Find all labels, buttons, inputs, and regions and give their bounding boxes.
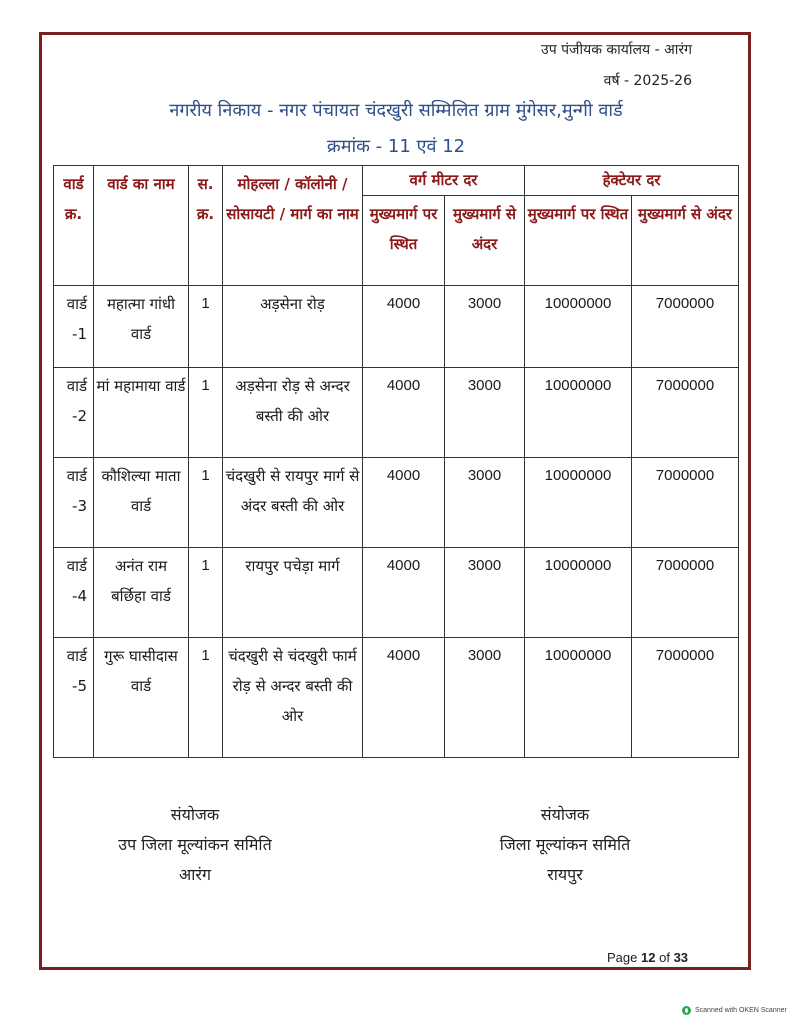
cell-ha-inside: 7000000 bbox=[632, 368, 739, 458]
table-row bbox=[54, 368, 739, 458]
header-sqm-inside: मुख्यमार्ग से अंदर bbox=[445, 196, 525, 286]
cell-ward-no: वार्ड -4 bbox=[54, 548, 94, 638]
cell-sqm-on-road: 4000 bbox=[363, 638, 445, 758]
page-total: 33 bbox=[673, 950, 689, 965]
cell-ward-name: मां महामाया वार्ड bbox=[94, 368, 189, 458]
cell-ha-inside: 7000000 bbox=[632, 638, 739, 758]
page-number bbox=[607, 950, 688, 965]
cell-ward-no: वार्ड -2 bbox=[54, 368, 94, 458]
office-name: उप पंजीयक कार्यालय - आरंग bbox=[541, 42, 692, 58]
cell-serial: 1 bbox=[189, 368, 223, 458]
cell-sqm-inside: 3000 bbox=[445, 286, 525, 368]
cell-sqm-inside: 3000 bbox=[445, 548, 525, 638]
table-row bbox=[54, 638, 739, 758]
signature-place: रायपुर bbox=[547, 865, 583, 884]
signature-block-sub-district bbox=[90, 800, 300, 890]
cell-ha-on-road: 10000000 bbox=[525, 458, 632, 548]
cell-sqm-inside: 3000 bbox=[445, 458, 525, 548]
cell-sqm-inside: 3000 bbox=[445, 368, 525, 458]
cell-locality: चंदखुरी से रायपुर मार्ग से अंदर बस्ती की ओर bbox=[223, 458, 363, 548]
cell-serial: 1 bbox=[189, 286, 223, 368]
table-row bbox=[54, 548, 739, 638]
header-sqm-on-road: मुख्यमार्ग पर स्थित bbox=[363, 196, 445, 286]
cell-serial: 1 bbox=[189, 458, 223, 548]
scanner-text: Scanned with OKEN Scanner bbox=[695, 1007, 787, 1014]
cell-sqm-inside: 3000 bbox=[445, 638, 525, 758]
cell-ha-inside: 7000000 bbox=[632, 458, 739, 548]
cell-sqm-on-road: 4000 bbox=[363, 548, 445, 638]
scanner-watermark bbox=[682, 1006, 787, 1015]
cell-ward-name: गुरू घासीदास वार्ड bbox=[94, 638, 189, 758]
header-ha-inside: मुख्यमार्ग से अंदर bbox=[632, 196, 739, 286]
cell-ha-inside: 7000000 bbox=[632, 286, 739, 368]
cell-ha-on-road: 10000000 bbox=[525, 368, 632, 458]
cell-sqm-on-road: 4000 bbox=[363, 458, 445, 548]
cell-locality: रायपुर पचेड़ा मार्ग bbox=[223, 548, 363, 638]
signature-committee: जिला मूल्यांकन समिति bbox=[499, 835, 631, 854]
page-prefix: Page bbox=[607, 950, 638, 965]
table-row bbox=[54, 458, 739, 548]
cell-ward-name: अनंत राम बर्छिहा वार्ड bbox=[94, 548, 189, 638]
signature-committee: उप जिला मूल्यांकन समिति bbox=[118, 835, 272, 854]
header-locality: मोहल्ला / कॉलोनी / सोसायटी / मार्ग का नाम bbox=[223, 166, 363, 286]
document-subtitle: क्रमांक - 11 एवं 12 bbox=[326, 136, 466, 157]
cell-serial: 1 bbox=[189, 548, 223, 638]
cell-ward-no: वार्ड -1 bbox=[54, 286, 94, 368]
year-label: वर्ष - 2025-26 bbox=[603, 73, 692, 89]
header-sqm-rate: वर्ग मीटर दर bbox=[363, 166, 525, 196]
cell-ha-on-road: 10000000 bbox=[525, 548, 632, 638]
cell-ward-name: महात्मा गांधी वार्ड bbox=[94, 286, 189, 368]
document-title: नगरीय निकाय - नगर पंचायत चंदखुरी सम्मिलित ग्राम मुंगेसर,मुन्गी वार्ड bbox=[169, 100, 623, 121]
cell-ward-no: वार्ड -3 bbox=[54, 458, 94, 548]
page-of: of bbox=[659, 950, 670, 965]
signature-role: संयोजक bbox=[540, 805, 590, 824]
header-ward-no: वार्ड क्र. bbox=[54, 166, 94, 286]
cell-ward-name: कौशिल्या माता वार्ड bbox=[94, 458, 189, 548]
cell-locality: चंदखुरी से चंदखुरी फार्म रोड़ से अन्दर बस्ती की ओर bbox=[223, 638, 363, 758]
scanner-logo-icon bbox=[682, 1006, 691, 1015]
table-row bbox=[54, 286, 739, 368]
signature-block-district bbox=[460, 800, 670, 890]
signature-role: संयोजक bbox=[170, 805, 220, 824]
cell-serial: 1 bbox=[189, 638, 223, 758]
page-current: 12 bbox=[641, 950, 656, 965]
cell-ha-on-road: 10000000 bbox=[525, 638, 632, 758]
header-hectare-rate: हेक्टेयर दर bbox=[525, 166, 739, 196]
cell-ward-no: वार्ड -5 bbox=[54, 638, 94, 758]
header-serial: स. क्र. bbox=[189, 166, 223, 286]
cell-ha-on-road: 10000000 bbox=[525, 286, 632, 368]
cell-locality: अड़सेना रोड़ bbox=[223, 286, 363, 368]
cell-ha-inside: 7000000 bbox=[632, 548, 739, 638]
cell-locality: अड़सेना रोड़ से अन्दर बस्ती की ओर bbox=[223, 368, 363, 458]
cell-sqm-on-road: 4000 bbox=[363, 368, 445, 458]
header-ha-on-road: मुख्यमार्ग पर स्थित bbox=[525, 196, 632, 286]
header-ward-name: वार्ड का नाम bbox=[94, 166, 189, 286]
signature-place: आरंग bbox=[179, 865, 211, 884]
cell-sqm-on-road: 4000 bbox=[363, 286, 445, 368]
rates-table bbox=[53, 165, 739, 758]
